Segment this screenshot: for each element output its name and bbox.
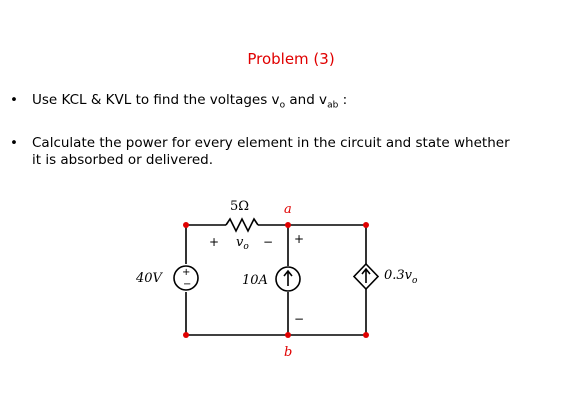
resistor-label: 5Ω xyxy=(230,199,250,214)
source-i-label: 10A xyxy=(242,273,268,288)
bullet-icon: • xyxy=(10,92,18,108)
page-title: Problem (3) xyxy=(247,50,335,68)
bullet-text: Calculate the power for every element in the circuit and state whether it is absorbed or delivered. xyxy=(32,135,510,168)
junction-dot xyxy=(363,222,369,228)
dep-source-label: $0.3v_o$ xyxy=(384,268,418,286)
node-a-dot xyxy=(285,222,291,228)
junction-dot xyxy=(183,332,189,338)
junction-dot xyxy=(183,222,189,228)
resistor-5-ohm xyxy=(226,219,258,231)
vo-minus-label: − xyxy=(263,235,274,249)
node-a-label: a xyxy=(284,202,292,217)
node-b-dot xyxy=(285,332,291,338)
wire-left-bottom xyxy=(186,292,366,335)
node-b-label: b xyxy=(284,345,293,360)
vab-minus-label: − xyxy=(294,312,305,326)
wire-top-right xyxy=(258,225,366,264)
vab-plus-label: + xyxy=(294,232,305,246)
bullet-text: Use KCL & KVL to find the voltages $v_o$ and $v_{ab}$ : xyxy=(32,92,348,111)
bullet-icon: • xyxy=(10,135,18,151)
voltage-source-minus: − xyxy=(183,279,192,290)
source-v-label: 40V xyxy=(136,271,162,286)
voltage-source-plus: + xyxy=(182,267,191,278)
junction-dot xyxy=(363,332,369,338)
vo-plus-label: + xyxy=(209,235,220,249)
vo-label: $v_o$ xyxy=(236,235,249,252)
